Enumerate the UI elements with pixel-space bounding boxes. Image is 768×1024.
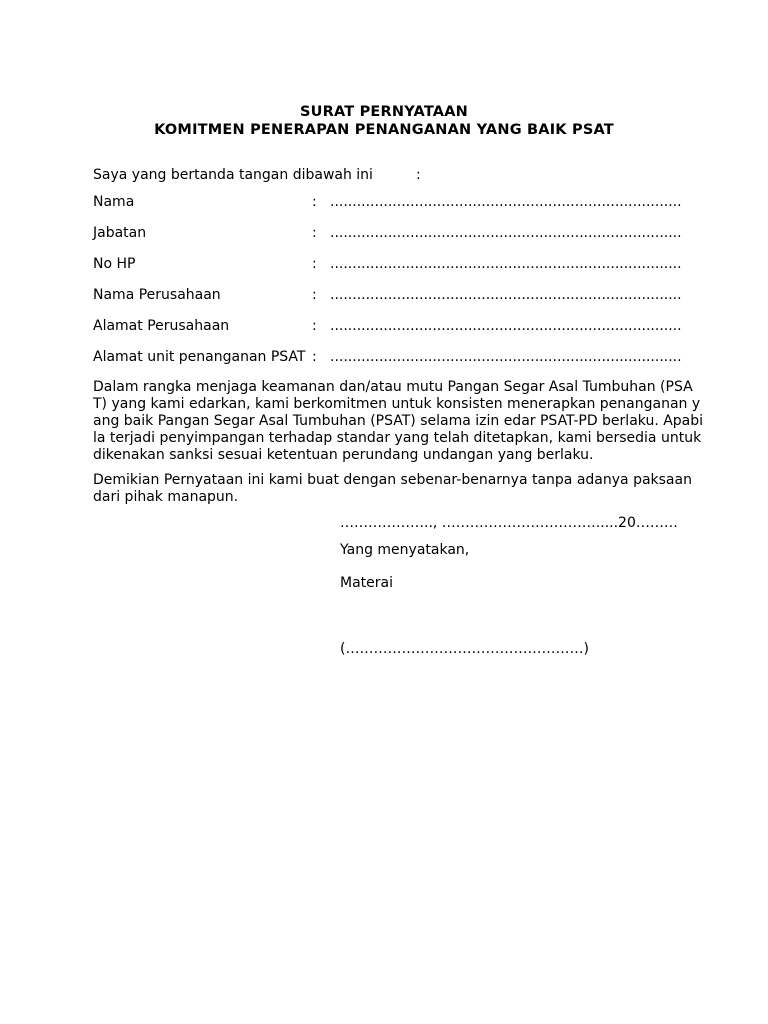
field-label: Nama bbox=[93, 194, 135, 210]
field-label: Nama Perusahaan bbox=[93, 287, 221, 303]
field-colon: : bbox=[312, 256, 317, 272]
field-colon: : bbox=[312, 194, 317, 210]
field-label: Alamat Perusahaan bbox=[93, 318, 230, 334]
field-colon: : bbox=[312, 318, 317, 334]
field-label: Jabatan bbox=[93, 225, 147, 241]
field-row-jabatan bbox=[93, 225, 713, 243]
field-label: No HP bbox=[93, 256, 136, 272]
field-row-nama-perusahaan bbox=[93, 287, 713, 305]
intro-colon: : bbox=[416, 167, 421, 183]
field-row-alamat-perusahaan bbox=[93, 318, 713, 336]
signature-stamp-label: Materai bbox=[340, 575, 393, 591]
field-colon: : bbox=[312, 287, 317, 303]
signature-name-line: (……………………………………………) bbox=[340, 641, 589, 657]
field-dotted-line: ............................................................................... bbox=[330, 256, 682, 272]
commitment-paragraph: Dalam rangka menjaga keamanan dan/atau mutu Pangan Segar Asal Tumbuhan (PSAT) yang kami edarkan, kami berkomitmen untuk konsisten menerapkan penanganan yang baik Pangan Segar Asal Tumbuhan (PSAT) selama izin edar PSAT-PD berlaku. Apabila terjadi penyimpangan terhadap standar yang telah ditetapkan, kami bersedia untuk dikenakan sanksi sesuai ketentuan perundang undangan yang berlaku. bbox=[93, 379, 704, 463]
field-row-alamat-unit bbox=[93, 349, 713, 367]
document-title: SURAT PERNYATAAN bbox=[299, 104, 468, 120]
field-colon: : bbox=[312, 349, 317, 365]
field-colon: : bbox=[312, 225, 317, 241]
field-row-nama bbox=[93, 194, 713, 212]
closing-paragraph: Demikian Pernyataan ini kami buat dengan sebenar-benarnya tanpa adanya paksaan dari pihak manapun. bbox=[93, 472, 692, 505]
intro-text: Saya yang bertanda tangan dibawah ini bbox=[93, 167, 373, 183]
field-label: Alamat unit penanganan PSAT bbox=[93, 349, 306, 365]
document-subtitle: KOMITMEN PENERAPAN PENANGANAN YANG BAIK PSAT bbox=[154, 122, 614, 138]
field-dotted-line: ............................................................................... bbox=[330, 287, 682, 303]
field-dotted-line: ............................................................................... bbox=[330, 318, 682, 334]
field-dotted-line: ............................................................................... bbox=[330, 225, 682, 241]
field-dotted-line: ............................................................................... bbox=[330, 194, 682, 210]
field-dotted-line: ............................................................................... bbox=[330, 349, 682, 365]
signature-date-line: ……………….., …………………………….....20……… bbox=[340, 515, 678, 531]
signature-declarant-label: Yang menyatakan, bbox=[340, 542, 470, 558]
field-row-no-hp bbox=[93, 256, 713, 274]
